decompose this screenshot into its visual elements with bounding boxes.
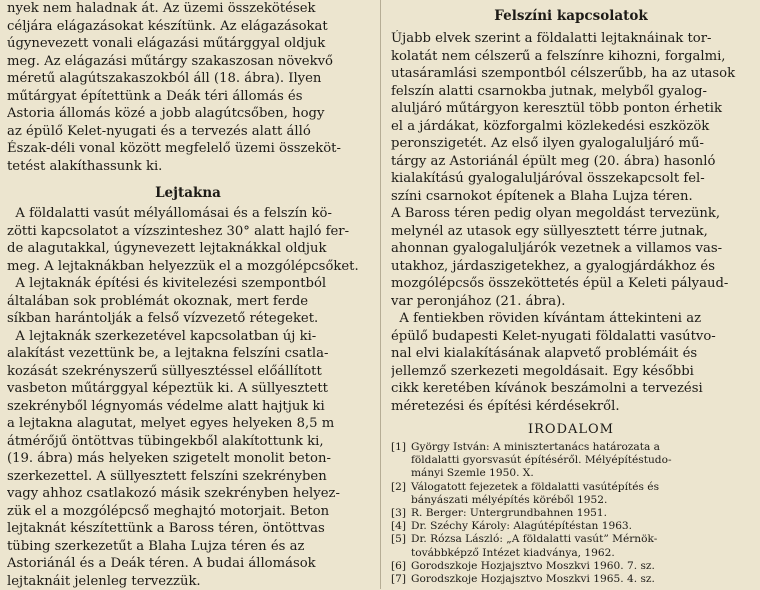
text-line: méretű alagútszakaszokból áll (18. ábra). Ilyen — [7, 70, 369, 88]
reference-text: földalatti gyorsvasút építéséről. Mélyépítéstudo- — [411, 454, 672, 466]
reference-number: [6] — [391, 560, 411, 573]
reference-number: [2] — [391, 481, 411, 494]
text-line: Astoriánál és a Deák téren. A budai állomások — [7, 555, 369, 573]
text-line: szerkezettel. A süllyesztett felszíni szekrényben — [7, 468, 369, 486]
reference-text: Gorodszkoje Hozjajsztvo Moszkvi 1960. 7. sz. — [411, 560, 655, 572]
text-line: vagy ahhoz csatlakozó másik szekrényben helyez- — [7, 485, 369, 503]
right-column — [391, 0, 751, 586]
text-line: általában sok problémát okoznak, mert ferde — [7, 293, 369, 311]
text-line: Észak-déli vonal között megfelelő üzemi összeköt- — [7, 140, 369, 158]
text-line: átmérőjű öntöttvas tübingekből alakítottunk ki, — [7, 433, 369, 451]
left-column — [7, 0, 369, 590]
reference-number: [7] — [391, 573, 411, 586]
reference-text: Válogatott fejezetek a földalatti vasútépítés és — [411, 481, 659, 493]
reference-text: mányi Szemle 1950. X. — [411, 467, 534, 479]
text-line: színi csarnokot építenek a Blaha Lujza téren. — [391, 188, 751, 206]
text-line: épülő budapesti Kelet-nyugati földalatti vasútvo- — [391, 328, 751, 346]
text-line: az épülő Kelet-nyugati és a tervezés alatt álló — [7, 123, 369, 141]
text-line: kolatát nem célszerű a felszínre kihozni, forgalmi, — [391, 48, 751, 66]
reference-number: [3] — [391, 507, 411, 520]
text-line: szekrényből légnyomás védelme alatt hajtjuk ki — [7, 398, 369, 416]
reference-line — [391, 441, 751, 454]
reference-text: bányászati mélyépítés köréből 1952. — [411, 494, 607, 506]
text-line: kialakítású gyalogaluljáróval összekapcsolt fel- — [391, 170, 751, 188]
text-line: nyek nem haladnak át. Az üzemi összekötések — [7, 0, 369, 18]
reference-line — [391, 547, 751, 560]
text-line: meg. A lejtaknákban helyezzük el a mozgólépcsőket. — [7, 258, 369, 276]
section-heading-felszini: Felszíni kapcsolatok — [391, 4, 751, 28]
text-line: cikk keretében kívánok beszámolni a tervezési — [391, 380, 751, 398]
text-line: síkban harántolják a felső vízvezető rétegeket. — [7, 310, 369, 328]
right-paragraph-felszini — [391, 30, 751, 310]
reference-line — [391, 507, 751, 520]
text-line: lejtaknát készítettünk a Baross téren, öntöttvas — [7, 520, 369, 538]
reference-line — [391, 533, 751, 546]
text-line: mozgólépcsős összeköttetés épül a Keleti pályaud- — [391, 275, 751, 293]
reference-text: R. Berger: Untergrundbahnen 1951. — [411, 507, 607, 519]
reference-text: György István: A minisztertanács határozata a — [411, 441, 660, 453]
text-line: a lejtakna alagutat, melyet egyes helyeken 8,5 m — [7, 415, 369, 433]
reference-text: Gorodszkoje Hozjajsztvo Moszkvi 1965. 4. sz. — [411, 573, 655, 585]
text-line: melynél az utasok egy süllyesztett térre jutnak, — [391, 223, 751, 241]
text-line: ahonnan gyalogaluljárók vezetnek a villamos vas- — [391, 240, 751, 258]
text-line: (19. ábra) más helyeken szigetelt monolit beton- — [7, 450, 369, 468]
reference-line — [391, 560, 751, 573]
reference-number: [4] — [391, 520, 411, 533]
text-line: de alagutakkal, úgynevezett lejtaknákkal oldjuk — [7, 240, 369, 258]
right-paragraph-conclusion — [391, 310, 751, 415]
reference-text: továbbképző Intézet kiadványa, 1962. — [411, 547, 615, 559]
text-line: A földalatti vasút mélyállomásai és a felszín kö- — [7, 205, 369, 223]
text-line: A lejtaknák szerkezetével kapcsolatban új ki- — [7, 328, 369, 346]
text-line: vasbeton műtárggyal képeztük ki. A süllyesztett — [7, 380, 369, 398]
reference-number: [5] — [391, 533, 411, 546]
text-line: úgynevezett vonali elágazási műtárggyal oldjuk — [7, 35, 369, 53]
reference-line — [391, 481, 751, 494]
text-line: Astoria állomás közé a jobb alagútcsőben, hogy — [7, 105, 369, 123]
text-line: meg. Az elágazási műtárgy szakaszosan növekvő — [7, 53, 369, 71]
text-line: tetést alakíthassunk ki. — [7, 158, 369, 176]
reference-line — [391, 520, 751, 533]
references-list — [391, 441, 751, 586]
text-line: tübing szerkezetűt a Blaha Lujza téren és az — [7, 538, 369, 556]
section-heading-lejtakna: Lejtakna — [7, 181, 369, 205]
text-line: kozását szekrényszerű süllyesztéssel előállított — [7, 363, 369, 381]
text-line: nal elvi kialakításának alapvető problémáit és — [391, 345, 751, 363]
text-line: felszín alatti csarnokba jutnak, melyből gyalog- — [391, 83, 751, 101]
reference-line — [391, 573, 751, 586]
text-line: tárgy az Astoriánál épült meg (20. ábra) hasonló — [391, 153, 751, 171]
text-line: A Baross téren pedig olyan megoldást tervezünk, — [391, 205, 751, 223]
text-line: zötti kapcsolatot a vízszinteshez 30° alatt hajló fer- — [7, 223, 369, 241]
references-heading: IRODALOM — [391, 419, 751, 441]
reference-line — [391, 467, 751, 480]
text-line: műtárgyat építettünk a Deák téri állomás és — [7, 88, 369, 106]
text-line: el a járdákat, közforgalmi közlekedési eszközök — [391, 118, 751, 136]
text-line: utasáramlási szempontból célszerűbb, ha az utasok — [391, 65, 751, 83]
reference-text: Dr. Széchy Károly: Alagútépítéstan 1963. — [411, 520, 632, 532]
text-line: Újabb elvek szerint a földalatti lejtaknáinak tor- — [391, 30, 751, 48]
text-line: var peronjához (21. ábra). — [391, 293, 751, 311]
reference-line — [391, 454, 751, 467]
text-line: A fentiekben röviden kívántam áttekinteni az — [391, 310, 751, 328]
text-line: jellemző szerkezeti megoldásait. Egy későbbi — [391, 363, 751, 381]
left-paragraph-lejtakna — [7, 205, 369, 590]
text-line: A lejtaknák építési és kivitelezési szempontból — [7, 275, 369, 293]
text-line: méretezési és építési kérdésekről. — [391, 398, 751, 416]
column-divider — [380, 0, 381, 589]
reference-text: Dr. Rózsa László: „A földalatti vasút” Mérnök- — [411, 533, 657, 545]
text-line: lejtaknáit jelenleg tervezzük. — [7, 573, 369, 590]
text-line: utakhoz, járdaszigetekhez, a gyalogjárdákhoz és — [391, 258, 751, 276]
text-line: aluljáró műtárgyon keresztül több ponton érhetik — [391, 100, 751, 118]
reference-number: [1] — [391, 441, 411, 454]
text-line: céljára elágazásokat készítünk. Az elágazásokat — [7, 18, 369, 36]
left-paragraph-intro — [7, 0, 369, 175]
reference-line — [391, 494, 751, 507]
text-line: alakítást vezettünk be, a lejtakna felszíni csatla- — [7, 345, 369, 363]
text-line: peronszigetét. Az első ilyen gyalogaluljáró mű- — [391, 135, 751, 153]
text-line: zük el a mozgólépcső meghajtó motorjait. Beton — [7, 503, 369, 521]
